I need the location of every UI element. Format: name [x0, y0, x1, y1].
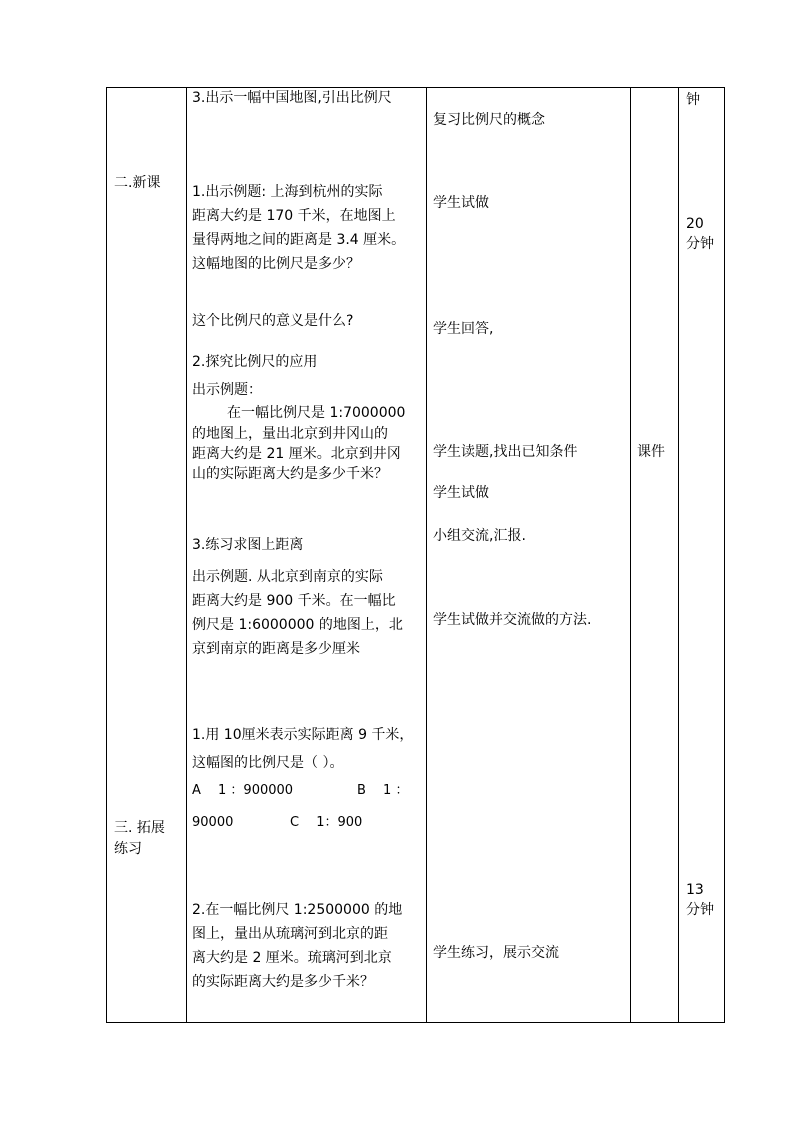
- student-try: 学生试做: [433, 195, 489, 211]
- student-practice-show: 学生练习，展示交流: [433, 945, 559, 961]
- exercise2-line: 的实际距离大约是多少千米？: [192, 974, 374, 990]
- time-13: 13: [686, 882, 704, 898]
- column-divider: [630, 88, 631, 1022]
- practice-line: 出示例题. 从北京到南京的实际: [192, 569, 383, 585]
- student-try: 学生试做: [433, 485, 489, 501]
- explore-line: 在一幅比例尺是 1:7000000: [227, 405, 406, 421]
- practice-line: 京到南京的距离是多少厘米: [192, 641, 360, 657]
- section-extension-title: 三. 拓展: [114, 820, 165, 836]
- exercise2-line: 离大约是 2 厘米。琉璃河到北京: [192, 950, 392, 966]
- example1-line: 这幅地图的比例尺是多少？: [192, 256, 360, 272]
- exercise1-line: 1.用 10厘米表示实际距离 9 千米，: [192, 727, 414, 743]
- example1-line: 量得两地之间的距离是 3.4 厘米。: [192, 232, 406, 248]
- practice-line: 距离大约是 900 千米。在一幅比: [192, 593, 396, 609]
- exercise2-line: 图上，量出从琉璃河到北京的距: [192, 926, 388, 942]
- example1-line: 距离大约是 170 千米，在地图上: [192, 208, 396, 224]
- explore-line: 距离大约是 21 厘米。北京到井冈: [192, 446, 401, 462]
- exercise1-option-b: B 1 ：: [357, 783, 409, 798]
- explore-line: 的地图上，量出北京到井冈山的: [192, 426, 388, 442]
- exercise2-line: 2.在一幅比例尺 1:2500000 的地: [192, 902, 403, 918]
- column-divider: [426, 88, 427, 1022]
- time-carry-over: 钟: [686, 92, 700, 108]
- student-review: 复习比例尺的概念: [433, 112, 545, 128]
- explore-show: 出示例题：: [192, 382, 262, 398]
- exercise2-paragraph: [192, 898, 402, 994]
- practice-paragraph: [192, 565, 403, 661]
- student-try-share: 学生试做并交流做的方法.: [433, 612, 592, 628]
- time-13-unit: 分钟: [686, 902, 714, 918]
- exercise1-option-a: A 1 ：900000: [192, 783, 294, 798]
- example1-paragraph: [192, 180, 405, 276]
- lesson-plan-table: [106, 87, 725, 1023]
- meaning-question: 这个比例尺的意义是什么?: [192, 313, 354, 329]
- exercise1-line: 这幅图的比例尺是（ ）。: [192, 755, 344, 771]
- exercise1-option-c: C 1：900: [290, 815, 363, 830]
- column-divider: [186, 88, 187, 1022]
- section-extension-subtitle: 练习: [114, 841, 142, 857]
- courseware-label: 课件: [637, 444, 665, 460]
- student-answer: 学生回答,: [433, 321, 494, 337]
- example1-line: 1.出示例题: 上海到杭州的实际: [192, 184, 383, 200]
- intro-text: 3.出示一幅中国地图,引出比例尺: [192, 90, 392, 106]
- practice-title: 3.练习求图上距离: [192, 537, 304, 553]
- exercise1-option-b-cont: 90000: [192, 815, 234, 830]
- explore-title: 2.探究比例尺的应用: [192, 354, 318, 370]
- practice-line: 例尺是 1:6000000 的地图上，北: [192, 617, 403, 633]
- student-read: 学生读题,找出已知条件: [433, 444, 578, 460]
- section-new-lesson: 二.新课: [114, 175, 161, 191]
- time-20: 20: [686, 216, 704, 232]
- time-20-unit: 分钟: [686, 236, 714, 252]
- column-divider: [678, 88, 679, 1022]
- explore-line: 山的实际距离大约是多少千米？: [192, 466, 388, 482]
- student-group: 小组交流,汇报.: [433, 528, 526, 544]
